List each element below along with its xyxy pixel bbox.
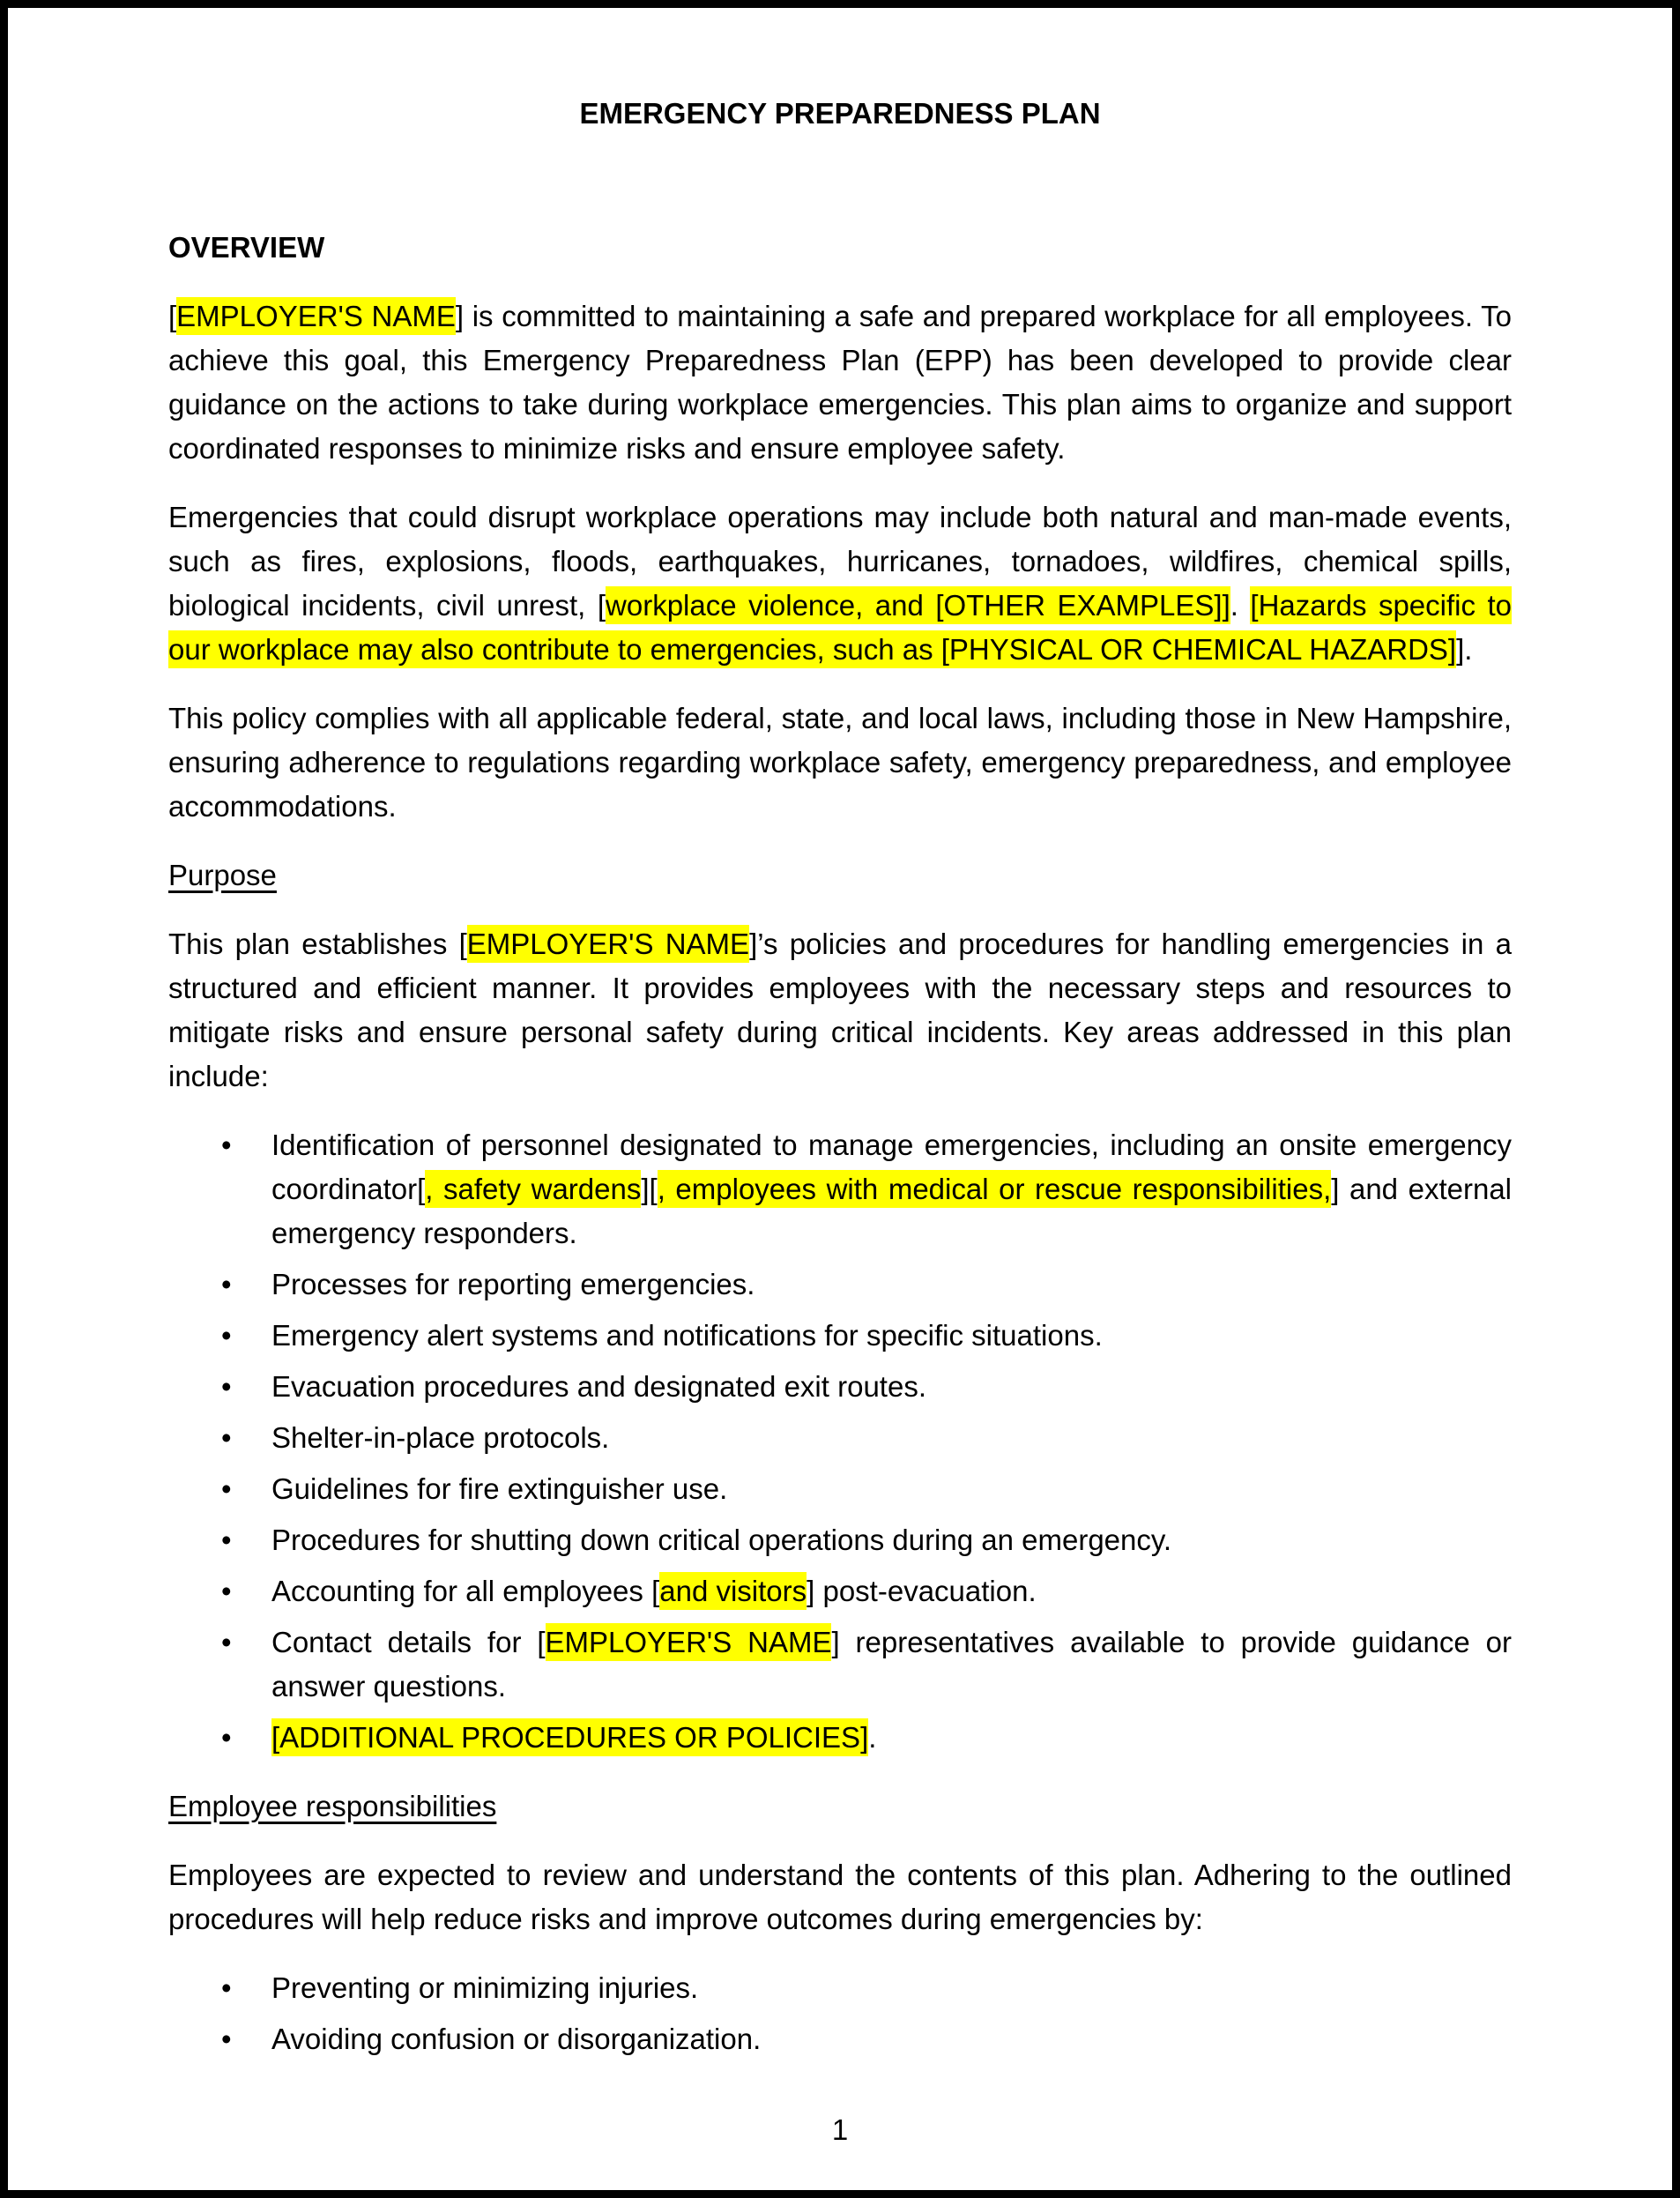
list-item: [168, 2017, 1512, 2061]
list-item-text: [271, 1370, 926, 1403]
list-item-text: [271, 1718, 876, 1756]
text-run: ] representatives available to provide guidance or answer questions.: [271, 1626, 1512, 1703]
text-run: [: [168, 300, 177, 332]
text-run: Procedures for shutting down critical operations during an emergency.: [271, 1524, 1172, 1556]
highlighted-text: EMPLOYER'S NAME: [467, 925, 749, 963]
list-item-text: [271, 1421, 609, 1454]
bullet-marker-icon: •: [221, 1268, 232, 1300]
list-item-text: [271, 1472, 727, 1505]
page-number: 1: [831, 2113, 849, 2146]
bullet-list: [168, 1966, 1512, 2061]
highlighted-text: , employees with medical or rescue responsibilities,: [658, 1170, 1332, 1208]
list-item-text: [271, 1268, 755, 1300]
text-run: Avoiding confusion or disorganization.: [271, 2023, 762, 2055]
text-run: Employees are expected to review and understand the contents of this plan. Adhering to the outlined procedures will help reduce risks and improve outcomes during emergencies by:: [168, 1859, 1512, 1935]
list-item: [168, 1365, 1512, 1409]
list-item-text: [271, 1319, 1103, 1352]
highlighted-text: and visitors: [659, 1572, 807, 1610]
highlighted-text: EMPLOYER'S NAME: [176, 297, 456, 335]
list-item-text: [271, 2023, 761, 2055]
text-run: This policy complies with all applicable federal, state, and local laws, including those in New Hampshire, ensuring adherence to regulations regarding workplace safety, emergency preparedness, and employee accommodations.: [168, 702, 1512, 823]
highlighted-text: workplace violence, and [OTHER EXAMPLES]]: [606, 586, 1230, 624]
text-run: Preventing or minimizing injuries.: [271, 1971, 699, 2004]
paragraph: [168, 294, 1512, 471]
text-run: .: [868, 1721, 877, 1754]
highlighted-text: , safety wardens: [425, 1170, 641, 1208]
bullet-marker-icon: •: [221, 1370, 232, 1403]
paragraph: [168, 922, 1512, 1099]
bullet-list: [168, 1123, 1512, 1760]
text-run: ][: [641, 1173, 658, 1205]
bullet-marker-icon: •: [221, 1626, 232, 1658]
list-item: [168, 1263, 1512, 1307]
paragraph: [168, 697, 1512, 829]
highlighted-text: EMPLOYER'S NAME: [546, 1623, 832, 1661]
text-run: Accounting for all employees [: [271, 1575, 660, 1607]
bullet-marker-icon: •: [221, 2023, 232, 2055]
bullet-marker-icon: •: [221, 1472, 232, 1505]
document-title: EMERGENCY PREPAREDNESS PLAN: [579, 97, 1101, 130]
text-run: Identification of personnel designated to manage emergencies, including an onsite emergency coordinator[: [271, 1129, 1512, 1205]
text-run: Guidelines for fire extinguisher use.: [271, 1472, 728, 1505]
section-heading: Employee responsibilities: [168, 1790, 497, 1822]
bullet-marker-icon: •: [221, 1971, 232, 2004]
list-item: [168, 1467, 1512, 1511]
list-item-text: [271, 1524, 1171, 1556]
list-item-text: [271, 1971, 698, 2004]
list-item: [168, 1416, 1512, 1460]
text-run: Emergency alert systems and notifications for specific situations.: [271, 1319, 1103, 1352]
text-run: This plan establishes [: [168, 928, 467, 960]
text-run: .: [1230, 589, 1251, 622]
list-item: [168, 1518, 1512, 1562]
list-item: [168, 1123, 1512, 1255]
list-item: [168, 1966, 1512, 2010]
list-item-text: [271, 1623, 1512, 1703]
document-page: [8, 8, 1672, 2190]
text-run: ] is committed to maintaining a safe and prepared workplace for all employees. To achieve this goal, this Emergency Preparedness Plan (EPP) has been developed to provide clear guidance on the actions to take during workplace emergencies. This plan aims to organize and support coordinated responses to minimize risks and ensure employee safety.: [168, 300, 1512, 465]
text-run: Evacuation procedures and designated exit routes.: [271, 1370, 926, 1403]
text-run: ]’s policies and procedures for handling emergencies in a structured and efficient manner. It provides employees with the necessary steps and resources to mitigate risks and ensure personal safety during critical incidents. Key areas addressed in this plan include:: [168, 928, 1512, 1092]
text-run: ].: [1456, 633, 1473, 666]
highlighted-text: [Hazards specific to our workplace may also contribute to emergencies, such as [PHYSICAL OR CHEMICAL HAZARDS]: [168, 586, 1512, 668]
text-run: ] and external emergency responders.: [271, 1173, 1512, 1249]
text-run: Emergencies that could disrupt workplace operations may include both natural and man-made events, such as fires, explosions, floods, earthquakes, hurricanes, tornadoes, wildfires, chemical spills, biological incidents, civil unrest, [: [168, 501, 1512, 622]
text-run: ] post-evacuation.: [807, 1575, 1037, 1607]
text-run: Processes for reporting emergencies.: [271, 1268, 755, 1300]
text-run: Shelter-in-place protocols.: [271, 1421, 610, 1454]
bullet-marker-icon: •: [221, 1524, 232, 1556]
list-item-text: [271, 1572, 1037, 1610]
text-run: Contact details for [: [271, 1626, 546, 1658]
list-item: [168, 1569, 1512, 1613]
section-heading: Purpose: [168, 859, 277, 891]
bullet-marker-icon: •: [221, 1129, 232, 1161]
bullet-marker-icon: •: [221, 1319, 232, 1352]
document-body: [168, 226, 1512, 2061]
paragraph: [168, 1853, 1512, 1941]
list-item: [168, 1716, 1512, 1760]
highlighted-text: [ADDITIONAL PROCEDURES OR POLICIES]: [271, 1718, 868, 1756]
bullet-marker-icon: •: [221, 1575, 232, 1607]
bullet-marker-icon: •: [221, 1721, 232, 1754]
bullet-marker-icon: •: [221, 1421, 232, 1454]
paragraph: [168, 495, 1512, 672]
list-item-text: [271, 1129, 1512, 1249]
list-item: [168, 1621, 1512, 1709]
list-item: [168, 1314, 1512, 1358]
section-heading: OVERVIEW: [168, 231, 325, 264]
